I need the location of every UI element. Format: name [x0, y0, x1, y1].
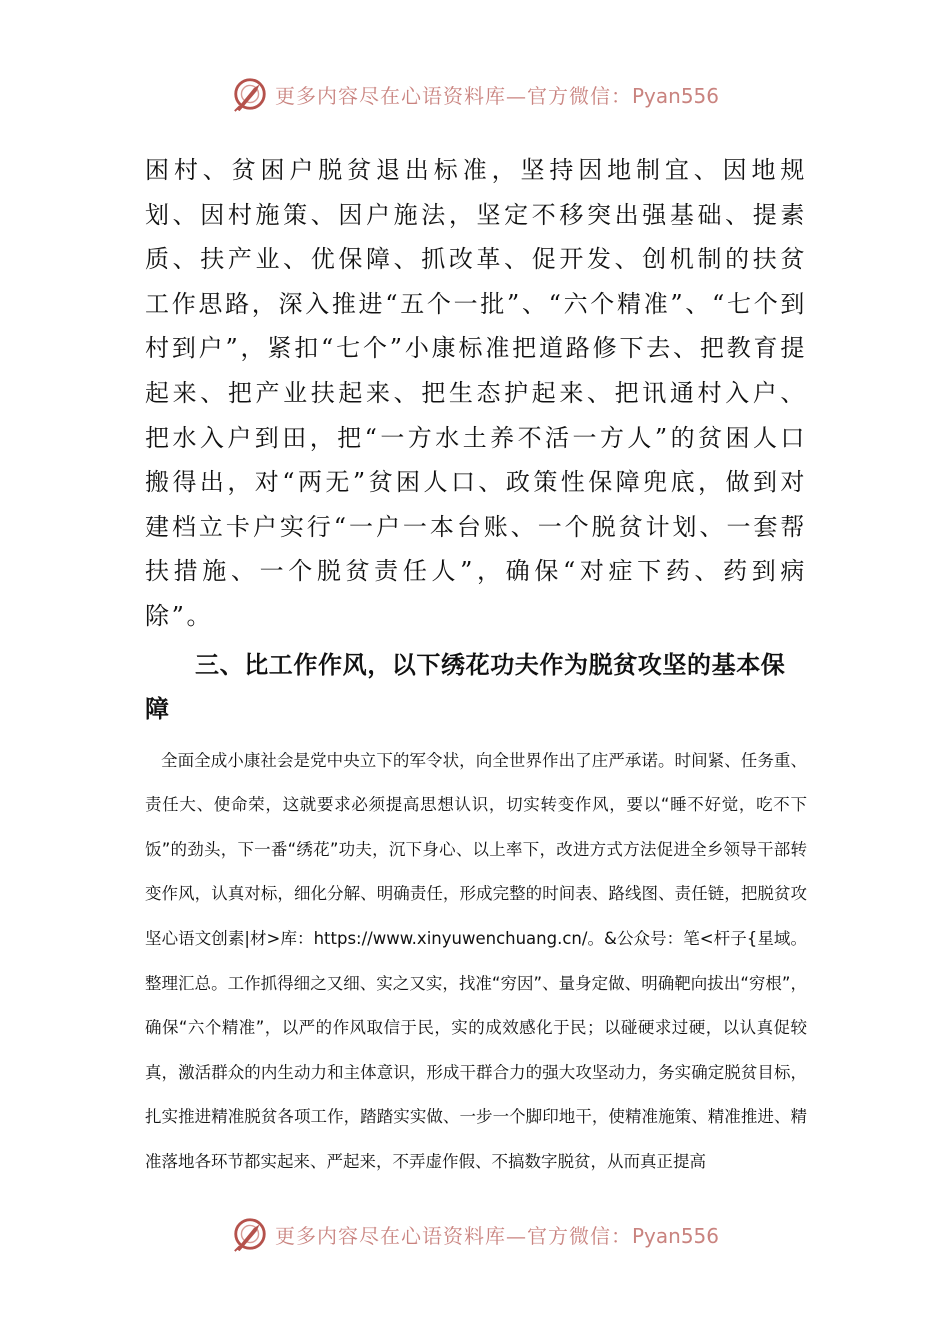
document-body	[145, 148, 807, 1184]
wechat-id: Pyan556	[631, 83, 719, 108]
paragraph-work-style: 全面全成小康社会是党中央立下的军令状，向全世界作出了庄严承诺。时间紧、任务重、责任大、使命荣，这就要求必须提高思想认识，切实转变作风，要以“睡不好觉，吃不下饭”的劲头，下一番“绣花”功夫，沉下身心、以上率下，改进方式方法促进全乡领导干部转变作风，认真对标，细化分解、明确责任，形成完整的时间表、路线图、责任链，把脱贫攻坚心语文创素|材>库：https://www.xinyuwenchuang.cn/。&公众号：笔<杆子{星域。整理汇总。工作抓得细之又细、实之又实，找准“穷因”、量身定做、明确靶向拔出“穷根”，确保“六个精准”，以严的作风取信于民，实的成效感化于民；以碰硬求过硬，以认真促较真，激活群众的内生动力和主体意识，形成干群合力的强大攻坚动力，务实确定脱贫目标，扎实推进精准脱贫各项工作，踏踏实实做、一步一个脚印地干，使精准施策、精准推进、精准落地各环节都实起来、严起来，不弄虚作假、不搞数字脱贫，从而真正提高	[145, 750, 807, 1171]
banner-text: 更多内容尽在心语资料库—官方微信：Pyan556	[274, 83, 719, 108]
pen-circle-logo-icon	[231, 1215, 269, 1253]
footer-banner	[0, 1212, 950, 1256]
paragraph-poverty-standards: 困村、贫困户脱贫退出标准，坚持因地制宜、因地规划、因村施策、因户施法，坚定不移突出强基础、提素质、扶产业、优保障、抓改革、促开发、创机制的扶贫工作思路，深入推进“五个一批”、“六个精准”、“七个到村到户”，紧扣“七个”小康标准把道路修下去、把教育提起来、把产业扶起来、把生态护起来、把讯通村入户、把水入户到田，把“一方水土养不活一方人”的贫困人口搬得出，对“两无”贫困人口、政策性保障兜底，做到对建档立卡户实行“一户一本台账、一个脱贫计划、一套帮扶措施、一个脱贫责任人”，确保“对症下药、药到病除”。	[145, 156, 807, 630]
section-heading-3: 三、比工作作风，以下绣花功夫作为脱贫攻坚的基本保障	[145, 650, 786, 723]
banner-text: 更多内容尽在心语资料库—官方微信：Pyan556	[274, 1223, 719, 1248]
header-banner	[0, 72, 950, 116]
wechat-id: Pyan556	[631, 1223, 719, 1248]
pen-circle-logo-icon	[231, 75, 269, 113]
